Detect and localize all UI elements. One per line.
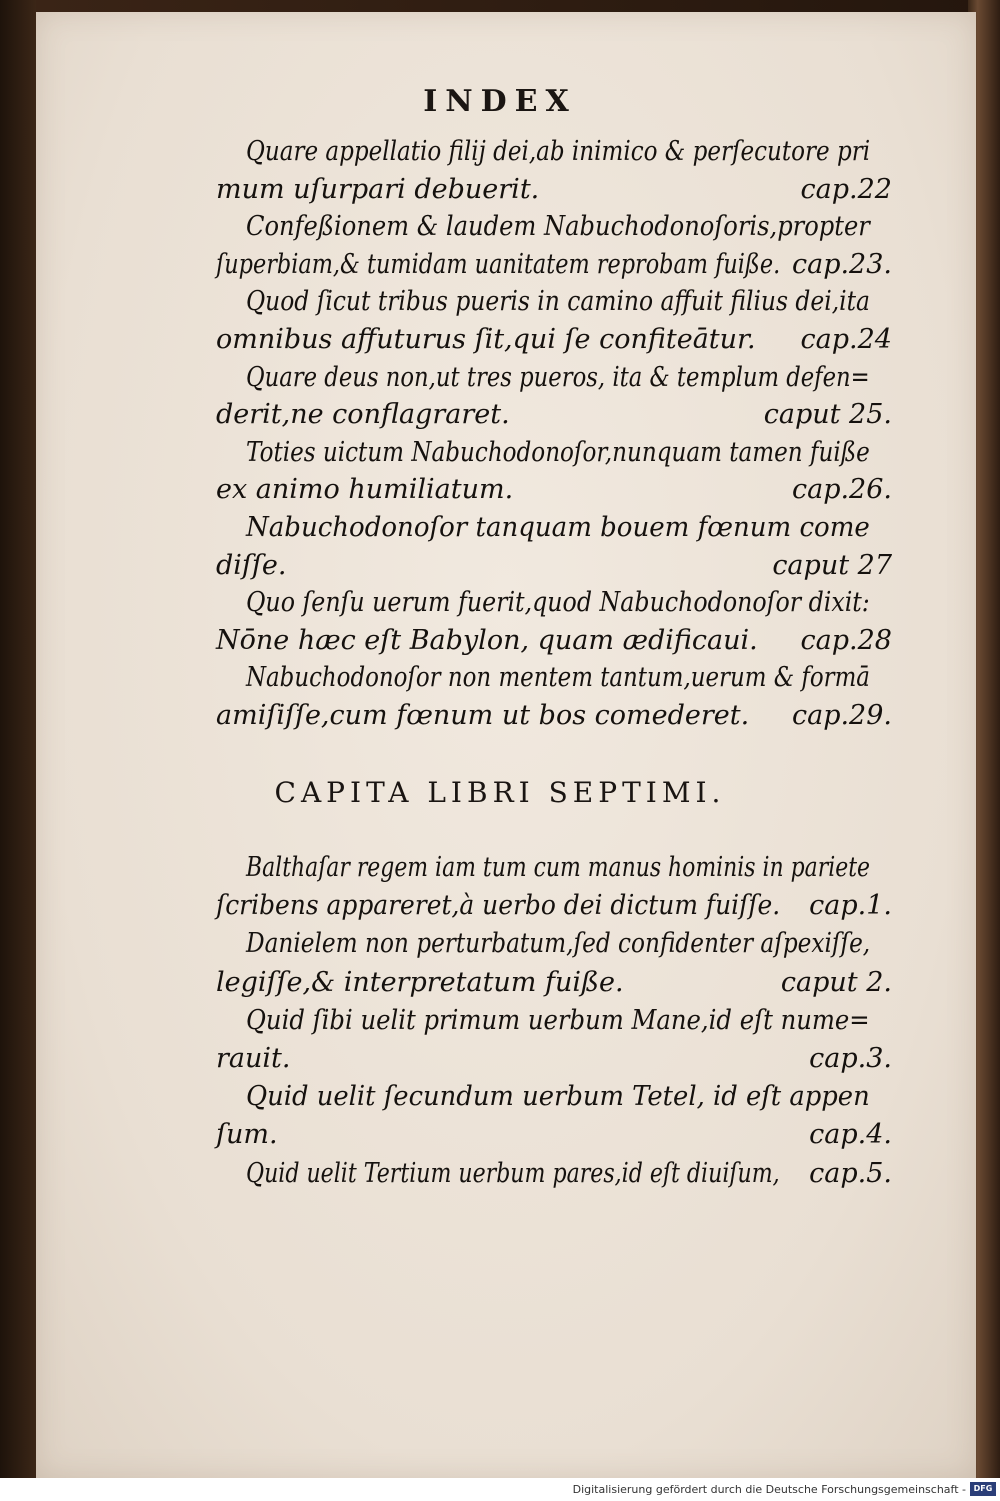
entry-text: rauit. [216, 1043, 291, 1074]
index-line [0, 474, 1000, 514]
index-line [0, 662, 1000, 702]
entry-text: omnibus affuturus ſit,qui ſe confiteātur. [216, 324, 756, 355]
index-line [0, 1043, 1000, 1083]
section-title: CAPITA LIBRI SEPTIMI. [274, 776, 726, 809]
entry-text: amiſiſſe,cum fœnum ut bos comederet. [216, 700, 750, 731]
index-line [0, 1119, 1000, 1159]
chapter-reference: cap.29. [791, 700, 892, 731]
index-line [0, 324, 1000, 364]
chapter-reference: cap.1. [809, 890, 892, 922]
index-line [0, 700, 1000, 740]
entry-text: Confeßionem & laudem Nabuchodonoſoris,propter [246, 211, 870, 243]
footer-text: Digitalisierung gefördert durch die Deutsche Forschungsgemeinschaft - [572, 1483, 966, 1496]
entry-text: ſum. [216, 1119, 278, 1151]
entry-text: Quare appellatio filij dei,ab inimico & perſecutore pri [246, 136, 871, 167]
index-line [0, 1158, 1000, 1198]
index-line [0, 1005, 1000, 1045]
chapter-reference: cap.24 [800, 324, 892, 355]
entry-text: Danielem non perturbatum,ſed confidenter aſpexiſſe, [246, 928, 871, 960]
chapter-reference: caput 25. [763, 399, 892, 431]
index-line [0, 249, 1000, 289]
index-line [0, 550, 1000, 590]
entry-text: Nabuchodonoſor tanquam bouem fœnum come [246, 512, 870, 543]
entry-text: ſuperbiam,& tumidam uanitatem reprobam fuiße. [216, 248, 781, 280]
chapter-reference: cap.28 [800, 624, 892, 656]
index-line [0, 625, 1000, 665]
index-line [0, 362, 1000, 402]
entry-text: Quod ſicut tribus pueris in camino affuit filius dei,ita [246, 286, 870, 318]
entry-text: Balthaſar regem iam tum cum manus hominis in pariete [246, 852, 870, 883]
entry-text: Nabuchodonoſor non mentem tantum,uerum & formā [246, 662, 870, 694]
chapter-reference: cap.5. [809, 1157, 892, 1189]
entry-text: ſcribens appareret,à uerbo dei dictum fuiſſe. [216, 890, 781, 922]
chapter-reference: caput 27 [772, 549, 892, 581]
index-line [0, 399, 1000, 439]
chapter-reference: cap.22 [800, 173, 892, 205]
index-line [0, 437, 1000, 477]
index-line [0, 967, 1000, 1007]
digitization-footer [0, 1478, 1000, 1501]
index-line [0, 286, 1000, 326]
entry-text: mum uſurpari debuerit. [216, 173, 540, 205]
index-line [0, 852, 1000, 892]
chapter-reference: caput 2. [780, 966, 892, 998]
entry-text: diſſe. [216, 549, 287, 581]
index-line [0, 928, 1000, 968]
entry-text: Nōne hæc eſt Babylon, quam ædificaui. [216, 624, 758, 656]
index-line [0, 1081, 1000, 1121]
page-header: INDEX [423, 84, 577, 119]
index-line [0, 890, 1000, 930]
index-line [0, 587, 1000, 627]
chapter-reference: cap.3. [809, 1043, 892, 1074]
chapter-reference: cap.26. [791, 474, 892, 506]
entry-text: legiſſe,& interpretatum fuiße. [216, 966, 624, 998]
chapter-reference: cap.4. [809, 1119, 892, 1151]
entry-text: ex animo humiliatum. [216, 474, 514, 506]
entry-text: Quo ſenſu uerum fuerit,quod Nabuchodonoſor dixit: [246, 587, 870, 619]
index-line [0, 136, 1000, 176]
chapter-reference: cap.23. [791, 248, 892, 280]
index-line [0, 512, 1000, 552]
index-line [0, 211, 1000, 251]
entry-text: Toties uictum Nabuchodonoſor,nunquam tamen fuiße [246, 436, 870, 468]
dfg-logo: DFG [970, 1482, 996, 1496]
entry-text: Quid uelit Tertium uerbum pares,id eſt diuiſum, [246, 1157, 780, 1189]
entry-text: Quid ſibi uelit primum uerbum Mane,id eſt nume= [246, 1004, 870, 1036]
entry-text: Quare deus non,ut tres pueros, ita & templum defen= [246, 361, 870, 393]
index-line [0, 174, 1000, 214]
entry-text: derit,ne conflagraret. [216, 399, 510, 431]
entry-text: Quid uelit ſecundum uerbum Tetel, id eſt appen [246, 1081, 870, 1113]
